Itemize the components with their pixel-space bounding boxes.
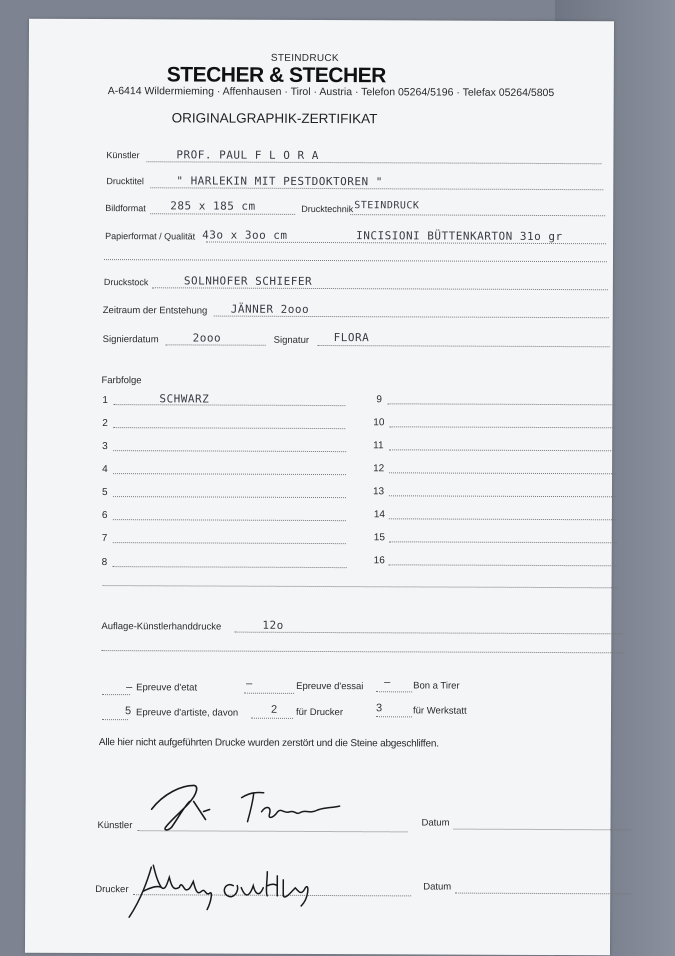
bat-value: –	[384, 676, 391, 689]
signatur-line	[318, 345, 610, 347]
farbfolge-label: Farbfolge	[101, 375, 142, 387]
farbfolge-num: 8	[101, 557, 108, 569]
essai-line	[244, 693, 294, 694]
farbfolge-num: 14	[373, 509, 386, 521]
farbfolge-line	[389, 472, 616, 474]
farbfolge-num: 6	[101, 510, 108, 522]
zeitraum-label: Zeitraum der Entstehung	[102, 305, 208, 317]
farbfolge-num: 12	[373, 463, 385, 475]
farbfolge-line	[113, 496, 346, 498]
druckstock-line	[152, 287, 608, 290]
farbfolge-num: 16	[373, 555, 385, 567]
farbfolge-line	[113, 542, 346, 544]
drucker-count-label: für Drucker	[295, 706, 344, 719]
farbfolge-num: 15	[373, 532, 385, 544]
farbfolge-num: 10	[373, 417, 385, 429]
papier-label: Papierformat / Qualität	[105, 231, 196, 242]
drucker-signature-graphic	[121, 851, 341, 924]
farbfolge-num: 3	[102, 441, 108, 453]
signatur-value: FLORA	[333, 331, 370, 345]
kuenstler-value: PROF. PAUL F L O R A	[176, 148, 319, 162]
farbfolge-line	[113, 519, 346, 521]
essai-value: –	[246, 677, 253, 690]
auflage-extra-line	[101, 650, 623, 653]
farbfolge-value: SCHWARZ	[159, 392, 210, 406]
drucker-count-value: 2	[271, 703, 278, 716]
drucker-count-line	[251, 718, 293, 719]
kuenstler-datum-line	[454, 829, 631, 831]
werkstatt-label: für Werkstatt	[412, 705, 467, 717]
farbfolge-num: 11	[373, 440, 384, 452]
artiste-label: Epreuve d'artiste, davon	[135, 707, 239, 719]
drucktitel-value: " HARLEKIN MIT PESTDOKTOREN "	[176, 174, 383, 189]
werkstatt-value: 3	[376, 702, 383, 715]
header-small-title: STEINDRUCK	[270, 52, 339, 65]
papier-quality-value: INCISIONI BÜTTENKARTON 31o gr	[356, 229, 563, 244]
farbfolge-line	[389, 541, 617, 543]
farbfolge-line	[113, 566, 347, 568]
drucktechnik-line	[350, 214, 605, 216]
farbfolge-num: 4	[102, 464, 108, 476]
drucker-datum-label: Datum	[423, 881, 452, 893]
farbfolge-num: 9	[376, 394, 382, 406]
drucker-datum-line	[455, 893, 631, 895]
druckstock-value: SOLNHOFER SCHIEFER	[183, 274, 313, 288]
farbfolge-num: 2	[102, 418, 108, 430]
firm-name: STECHER & STECHER	[166, 63, 386, 88]
auflage-label: Auflage-Künstlerhanddrucke	[101, 621, 222, 633]
farbfolge-line	[113, 427, 345, 429]
bildformat-label: Bildformat	[105, 203, 146, 214]
farbfolge-line	[389, 495, 616, 497]
drucktitel-label: Drucktitel	[106, 176, 144, 187]
etat-value: –	[126, 681, 133, 694]
farbfolge-line	[113, 404, 345, 406]
bat-line	[376, 691, 412, 692]
farbfolge-num: 7	[101, 533, 108, 545]
farbfolge-line	[389, 426, 615, 428]
artiste-line	[102, 719, 128, 720]
farbfolge-extra-line	[103, 585, 618, 588]
auflage-line	[234, 632, 622, 635]
bildformat-line	[150, 213, 295, 215]
etat-line	[102, 694, 130, 695]
kuenstler-datum-label: Datum	[421, 817, 450, 829]
artiste-value: 5	[124, 705, 132, 718]
certificate-title: ORIGINALGRAPHIK-ZERTIFIKAT	[171, 110, 378, 127]
farbfolge-line	[113, 450, 346, 452]
farbfolge-line	[389, 518, 616, 520]
kuenstler-line	[146, 161, 601, 164]
bat-label: Bon a Tirer	[413, 680, 460, 692]
druckstock-label: Druckstock	[103, 277, 149, 288]
notice-text: Alle hier nicht aufgeführten Drucke wurden zerstört und die Steine abgeschliffen.	[98, 737, 439, 750]
kuenstler-signature-graphic	[143, 771, 363, 834]
zeitraum-line	[214, 316, 609, 319]
zeitraum-value: JÄNNER 2ooo	[230, 302, 310, 316]
papier-size-value: 43o x 3oo cm	[202, 228, 288, 242]
werkstatt-line	[376, 716, 412, 717]
drucktechnik-value: STEINDRUCK	[354, 200, 420, 212]
farbfolge-num: 5	[101, 487, 108, 499]
farbfolge-line	[113, 473, 346, 475]
signierdatum-value: 2ooo	[192, 331, 222, 345]
certificate-paper	[25, 19, 614, 956]
essai-label: Epreuve d'essai	[296, 680, 364, 693]
farbfolge-num: 1	[102, 395, 108, 407]
farbfolge-num: 13	[372, 486, 385, 498]
firm-address: A-6414 Wildermieming · Affenhausen · Tirol · Austria · Telefon 05264/5196 · Telefax 05264/5805	[107, 85, 555, 100]
etat-label: Epreuve d'etat	[136, 682, 198, 694]
signatur-label: Signatur	[273, 334, 310, 346]
kuenstler-sign-label: Künstler	[97, 820, 133, 832]
farbfolge-line	[389, 449, 615, 451]
farbfolge-line	[389, 564, 617, 566]
farbfolge-line	[387, 403, 615, 405]
kuenstler-label: Künstler	[106, 150, 140, 161]
drucktechnik-label: Drucktechnik	[301, 203, 354, 215]
signierdatum-label: Signierdatum	[102, 334, 159, 346]
bildformat-value: 285 x 185 cm	[170, 199, 256, 213]
papier-extra-line	[104, 259, 607, 262]
drucker-sign-label: Drucker	[95, 884, 129, 896]
auflage-value: 12o	[262, 618, 284, 632]
